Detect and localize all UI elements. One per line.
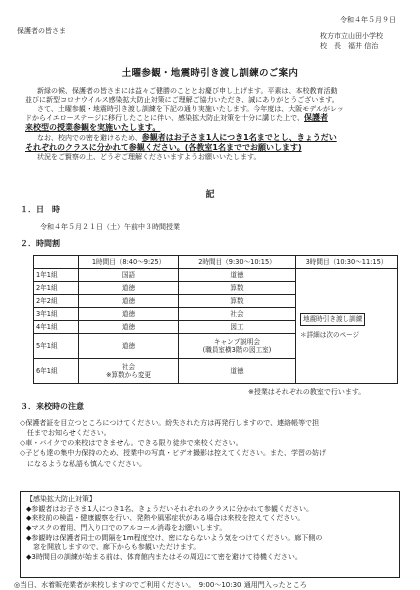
grade-cell: 2年1組 [34, 282, 79, 295]
intro-p2-l3-bold: 来校型の授業参観を実施いたします。 [25, 123, 161, 133]
period1-cell [79, 359, 179, 384]
intro-p2-l1: さて、土曜参観・地震時引き渡し訓練を下記の通り実施いたします。今年度は、大阪モデルがレッ [37, 104, 344, 113]
infection-item: ◆参観時は保護者同士の間隔を1m程度空け、密にならないよう気をつけてください。廊下側の [26, 533, 323, 542]
table-footnote: ※授業はそれぞれの教室で行います。 [248, 388, 366, 396]
period2-cell: 算数 [179, 295, 296, 308]
header-period1: 1時間目（8:40～9:25） [79, 256, 179, 269]
section-timetable-label: ２．時間割 [20, 239, 60, 248]
intro-p2-l2-text: ドからイエローステージに移行したことに伴い、感染拡大防止対策を十分に講じた上で、 [25, 114, 304, 123]
period3-cell [296, 269, 398, 384]
period1-cell: 道徳 [79, 295, 179, 308]
infection-item: ◆3時間目の訓練が始まる前は、体育館内またはその周辺にて密を避けて待機ください。 [26, 552, 302, 561]
header-grade [34, 256, 79, 269]
period2-main: キャンプ説明会 [213, 337, 261, 346]
grade-cell: 6年1組 [34, 359, 79, 384]
intro-p2-l2 [25, 113, 397, 123]
section-datetime-label: １．日 時 [20, 205, 60, 214]
period1-main: 社会 [121, 362, 136, 371]
grade-cell: 3年1組 [34, 308, 79, 321]
grade-cell: 5年1組 [34, 334, 79, 359]
period1-cell: 道徳 [79, 321, 179, 334]
period2-cell: 算数 [179, 282, 296, 295]
infection-item: 窓を開放しますので、廊下からも参観いただけます。 [26, 543, 201, 552]
grade-cell: 1年1組 [34, 269, 79, 282]
timetable [33, 255, 398, 384]
note-line: ◇保護者証を目立つところにつけてください。紛失された方は再発行しますので、連絡帳等で担 [20, 419, 320, 427]
intro-p4: 状況をご賢察の上、どうぞご理解くださいますようお願いいたします。 [37, 153, 261, 162]
intro-p3-l2-bold: それぞれのクラスに分かれて参観ください。(各教室1名まででお願いします) [25, 143, 302, 153]
period1-cell: 道徳 [79, 334, 179, 359]
header-period3: 3時間目（10:30～11:15） [296, 256, 398, 269]
infection-item: ◆マスクの着用、門入り口でのアルコール消毒をお願いします。 [26, 523, 227, 532]
note-line: 任までお知らせください。 [20, 429, 111, 438]
period1-cell: 道徳 [79, 308, 179, 321]
period2-cell: 道徳 [179, 359, 296, 384]
recipient: 保護者の皆さま [17, 27, 66, 35]
header-period2: 2時間目（9:30～10:15） [179, 256, 296, 269]
infection-item: ◆来校前の検温・健康観察を行い、発熱や風邪症状がある場合は来校を控えてください。 [26, 514, 305, 523]
intro-p1-l2: 並びに新型コロナウイルス感染拡大防止対策にご理解ご協力いただき、誠にありがとうございます。 [25, 95, 339, 104]
event-date: 令和４年５月２１日（土）午前中３時間授業 [40, 223, 180, 231]
ki-heading: 記 [205, 190, 215, 200]
infection-title: 【感染拡大防止対策】 [26, 495, 96, 503]
grade-cell: 2年2組 [34, 295, 79, 308]
section-notes-label: ３．来校時の注意 [20, 402, 84, 411]
visit-notes [20, 418, 410, 469]
intro-p3-l1 [37, 133, 397, 143]
intro-p2-l2-bold: 保護者 [303, 113, 328, 123]
period2-sub: (職員室横3階の図工室) [202, 346, 272, 354]
note-line: になるような私語も慎んでください。 [20, 459, 146, 468]
note-line: ◇子ども達の集中力保持のため、授業中の写真・ビデオ撮影は控えてください。また、学習の妨げ [20, 449, 326, 458]
period2-cell: 社会 [179, 308, 296, 321]
date: 令和４年５月９日 [340, 16, 396, 24]
period1-sub: ※算数から変更 [105, 371, 152, 379]
intro-p3-l1-bold: 参観者はお子さま1人につき1名までとし、きょうだい [141, 133, 337, 143]
infection-control-box [20, 491, 400, 578]
period1-cell: 国語 [79, 269, 179, 282]
footer-note: ◎当日、水着販売業者が来校しますのでご利用ください。 9:00～10:30 通用門入ったところ [14, 581, 307, 589]
timetable-header [34, 256, 398, 269]
principal-name: 校 長 福井 信治 [320, 42, 379, 50]
period2-cell: 道徳 [179, 269, 296, 282]
drill-note: ＊詳細は次のページ [300, 330, 360, 339]
intro-p1-l1: 新緑の候、保護者の皆さまには益々ご健勝のこととお慶び申し上げます。平素は、本校教育活動 [37, 87, 338, 95]
infection-item: ◆参観者はお子さま1人につき1名、きょうだいそれぞれのクラスに分かれて参観ください。 [26, 504, 313, 513]
school-name: 枚方市立山田小学校 [320, 32, 383, 40]
note-line: ◇車・バイクでの来校はできません。できる限り徒歩で来校ください。 [20, 439, 243, 448]
period1-cell: 道徳 [79, 282, 179, 295]
period2-cell: 図工 [179, 321, 296, 334]
intro-p3-l1-text: なお、校内での密を避けるため、 [37, 134, 142, 143]
grade-cell: 4年1組 [34, 321, 79, 334]
page-title: 土曜参観・地震時引き渡し訓練のご案内 [121, 68, 299, 79]
period2-cell [179, 334, 296, 359]
table-row [34, 269, 398, 282]
drill-label: 地震時引き渡し訓練 [300, 313, 365, 325]
intro [25, 87, 397, 162]
